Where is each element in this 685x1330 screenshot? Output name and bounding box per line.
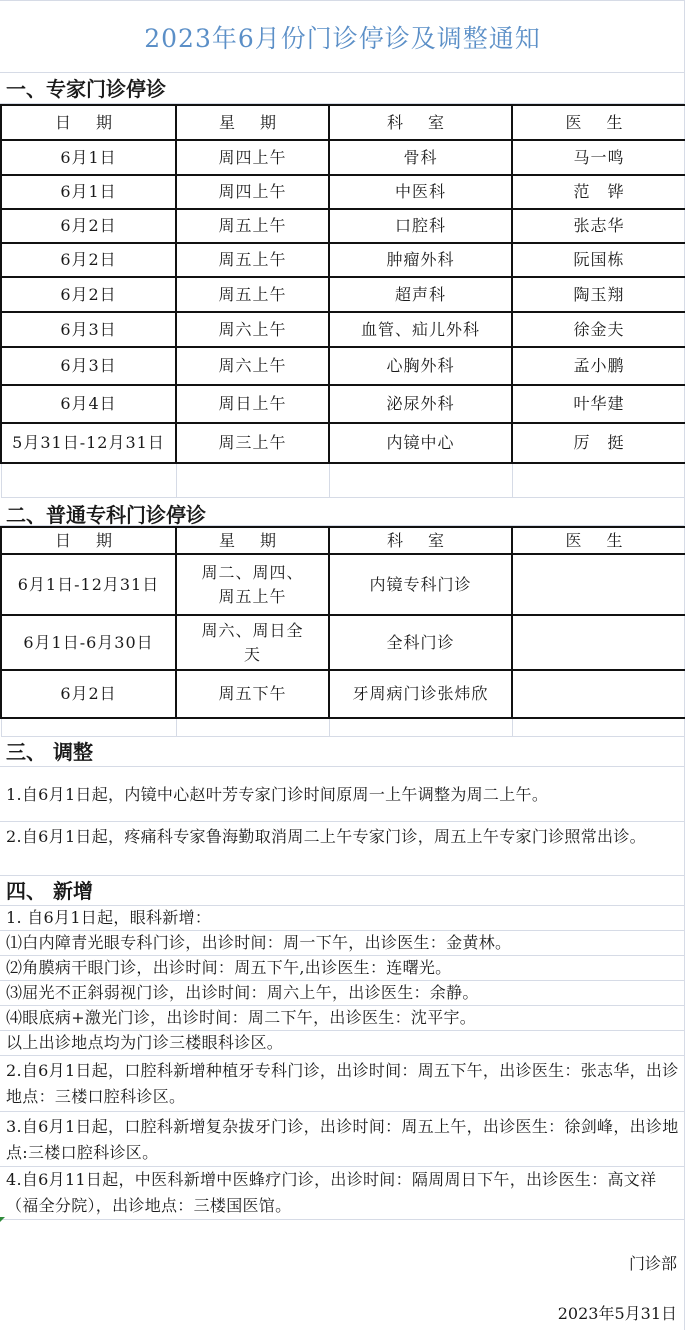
table-row [1,175,685,209]
table-cell: 血管、疝儿外科 [329,312,512,347]
blank-cell [176,463,329,497]
table-header-row [1,105,685,140]
section4-line-1: 1. 自6月1日起，眼科新增： [0,906,685,931]
column-header: 医 生 [512,105,685,140]
table-cell: 6月1日-12月31日 [1,554,176,615]
section4-line-2: ⑴白内障青光眼专科门诊，出诊时间：周一下午，出诊医生：金黄林。 [0,931,685,956]
table-cell [512,670,685,718]
section2-table-body [1,527,685,736]
table-cell: 全科门诊 [329,615,512,670]
table-cell: 超声科 [329,277,512,312]
footer-date: 2023年5月31日 [557,1304,677,1323]
section3-heading: 三、 调整 [0,737,685,767]
blank-cell [329,718,512,736]
column-header: 科 室 [329,105,512,140]
table-cell: 周五上午 [176,243,329,277]
table-cell: 泌尿外科 [329,385,512,423]
table-cell: 周五下午 [176,670,329,718]
table-cell: 张志华 [512,209,685,243]
table-cell: 徐金夫 [512,312,685,347]
table-row [1,140,685,175]
column-header: 医 生 [512,527,685,554]
table-cell: 6月1日 [1,175,176,209]
table-header-row [1,527,685,554]
table-cell: 周六、周日全天 [176,615,329,670]
table-cell: 6月2日 [1,243,176,277]
blank-cell [1,463,176,497]
table-cell: 周五上午 [176,209,329,243]
section4-line-5: ⑷眼底病+激光门诊，出诊时间：周二下午，出诊医生：沈平宇。 [0,1006,685,1031]
section3-item-1: 1.自6月1日起，内镜中心赵叶芳专家门诊时间原周一上午调整为周二上午。 [0,767,685,822]
table-row [1,312,685,347]
table-cell: 心胸外科 [329,347,512,385]
section4-para-4: 4.自6月11日起，中医科新增中医蜂疗门诊，出诊时间：隔周周日下午，出诊医生：高文祥（福全分院），出诊地点：三楼国医馆。 [0,1167,685,1220]
column-header: 科 室 [329,527,512,554]
table-cell: 肿瘤外科 [329,243,512,277]
table-cell: 周四上午 [176,175,329,209]
footer-dept: 门诊部 [628,1254,677,1273]
table-cell: 周日上午 [176,385,329,423]
table-cell: 5月31日-12月31日 [1,423,176,463]
table-cell: 陶玉翔 [512,277,685,312]
table-cell: 周四上午 [176,140,329,175]
table-row [1,423,685,463]
table-cell: 周三上午 [176,423,329,463]
table-cell: 周六上午 [176,312,329,347]
table-cell: 内镜中心 [329,423,512,463]
section4-line-6: 以上出诊地点均为门诊三楼眼科诊区。 [0,1031,685,1056]
table-cell: 6月2日 [1,277,176,312]
table-cell: 内镜专科门诊 [329,554,512,615]
table-cell: 6月2日 [1,209,176,243]
section2-heading: 二、普通专科门诊停诊 [0,500,685,526]
table-cell: 中医科 [329,175,512,209]
section4-para-2: 2.自6月1日起，口腔科新增种植牙专科门诊，出诊时间：周五下午，出诊医生：张志华，出诊地点：三楼口腔科诊区。 [0,1056,685,1112]
cell-comment-marker [0,1217,5,1222]
table-row [1,385,685,423]
table-cell: 马一鸣 [512,140,685,175]
section1-heading: 一、专家门诊停诊 [0,73,685,104]
blank-row [1,718,685,736]
column-header: 星 期 [176,527,329,554]
table-cell: 6月3日 [1,347,176,385]
section2-table [0,526,685,737]
table-row [1,670,685,718]
table-cell: 口腔科 [329,209,512,243]
table-cell: 周五上午 [176,277,329,312]
column-header: 日 期 [1,527,176,554]
table-row [1,277,685,312]
blank-cell [1,718,176,736]
table-cell: 6月2日 [1,670,176,718]
section1-table-body [1,105,685,497]
section4-line-3: ⑵角膜病干眼门诊，出诊时间：周五下午,出诊医生：连曙光。 [0,956,685,981]
blank-cell [176,718,329,736]
table-cell: 骨科 [329,140,512,175]
blank-row [1,463,685,497]
section4-line-4: ⑶屈光不正斜弱视门诊，出诊时间：周六上午，出诊医生：余静。 [0,981,685,1006]
table-row [1,554,685,615]
table-cell: 范 铧 [512,175,685,209]
table-row [1,615,685,670]
table-cell: 厉 挺 [512,423,685,463]
blank-cell [512,463,685,497]
blank-cell [512,718,685,736]
table-cell: 周二、周四、周五上午 [176,554,329,615]
table-cell: 6月1日-6月30日 [1,615,176,670]
table-cell: 6月1日 [1,140,176,175]
section3-item-2: 2.自6月1日起，疼痛科专家鲁海勤取消周二上午专家门诊，周五上午专家门诊照常出诊。 [0,822,685,876]
table-cell: 牙周病门诊张炜欣 [329,670,512,718]
table-cell: 6月3日 [1,312,176,347]
table-cell: 孟小鹏 [512,347,685,385]
table-row [1,209,685,243]
table-row [1,347,685,385]
section4-para-3: 3.自6月1日起，口腔科新增复杂拔牙门诊，出诊时间：周五上午，出诊医生：徐剑峰，出诊地点:三楼口腔科诊区。 [0,1112,685,1167]
table-cell [512,615,685,670]
table-row [1,243,685,277]
table-cell: 叶华建 [512,385,685,423]
table-cell: 阮国栋 [512,243,685,277]
blank-cell [329,463,512,497]
column-header: 日 期 [1,105,176,140]
section1-table [0,104,685,498]
table-cell [512,554,685,615]
column-header: 星 期 [176,105,329,140]
table-cell: 周六上午 [176,347,329,385]
page-title: 2023年6月份门诊停诊及调整通知 [0,0,685,73]
table-cell: 6月4日 [1,385,176,423]
section4-heading: 四、 新增 [0,876,685,906]
